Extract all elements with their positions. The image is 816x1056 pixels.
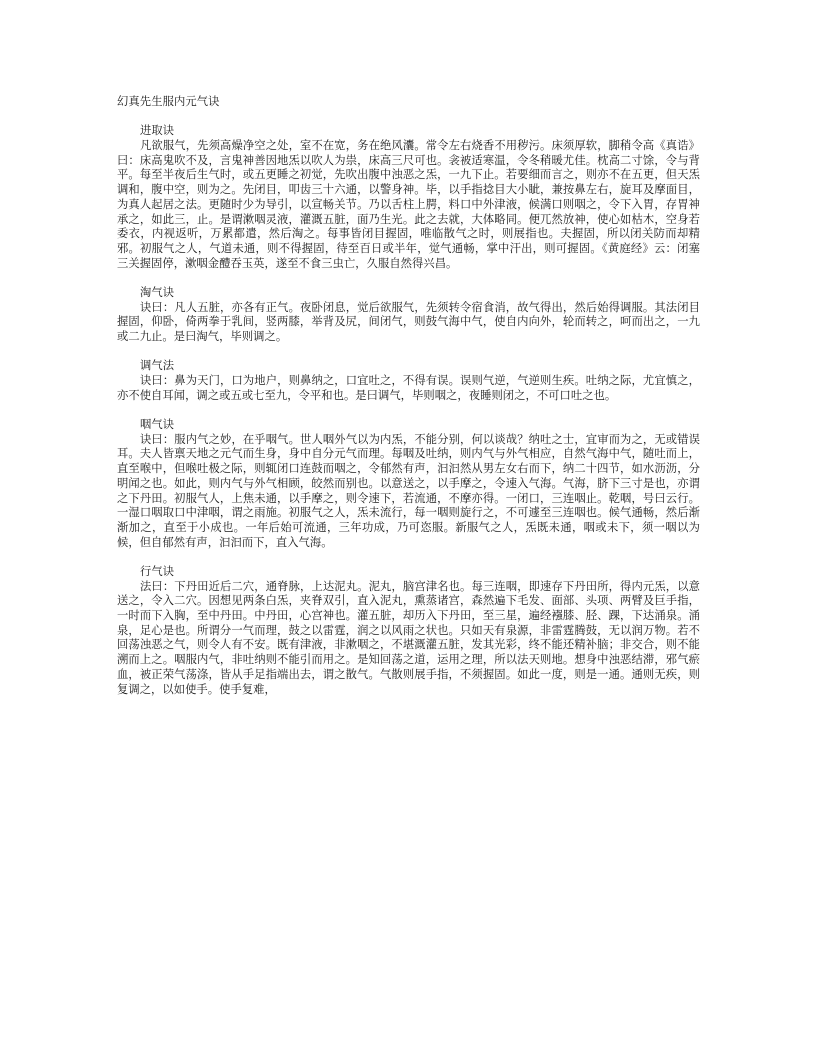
section-heading: 进取诀 bbox=[140, 124, 175, 138]
section-paragraph: 法曰：下丹田近后二穴，通脊脉，上达泥丸。泥丸，脑宫津名也。每三连咽，即速存下丹田所，得内元炁，以意送之，令入二穴。因想见两条白炁，夹脊双引，直入泥丸，熏蒸诸宫，森然遍下毛发、面部、头项、两臂及巨手指，一时而下入胸，至中丹田。中丹田，心宫神也。灌五脏，却历入下丹田，至三星，遍经襁膝、胫、踝，下达涌泉。涌泉，足心是也。所谓分一气而理，鼓之以雷霆，润之以风雨之状也。只如天有泉源，非雷霆腾鼓，无以润万物。若不回荡浊恶之气，则令人有不安。既有津液，非漱咽之，不堪溉灌五脏，发其光彩，终不能还精补脑；非交合，则不能溯而上之。咽服内气，非吐纳则不能引而用之。是知回荡之道，运用之理，所以法天则地。想身中浊恶结滞，邪气瘀血，被正荣气荡涤，皆从手足指端出去，谓之散气。气散则展手指，不须握固。如此一度，则是一通。通则无疾，则复调之，以如使手。使手复难， bbox=[117, 579, 700, 696]
section-heading: 行气诀 bbox=[140, 564, 175, 578]
document-body bbox=[117, 95, 700, 697]
section-taoqijue bbox=[117, 286, 700, 345]
section-paragraph: 诀曰：鼻为天门，口为地户，则鼻纳之，口宜吐之，不得有误。误则气逆，气逆则生疾。吐纳之际，尤宜慎之，亦不使自耳闻，调之或五或七至九，令平和也。是曰调气，毕则咽之，夜睡则闭之，不可口吐之也。 bbox=[117, 374, 700, 402]
section-heading: 调气法 bbox=[140, 359, 175, 373]
section-paragraph: 凡欲服气，先须高燥净空之处，室不在宽，务在绝风灢。常令左右烧香不用秽污。床须厚软，脚稍令高《真诰》曰：床高鬼吹不及，言鬼神善因地炁以吹人为祟，床高三尺可也。衾被适寒温，令冬稍暖尤佳。枕高二寸馀，令与背平。每至半夜后生气时，或五更睡之初觉，先吹出腹中浊恶之炁，一九下止。若要细而言之，则亦不在五更，但天炁调和，腹中空，则为之。先闭目，叩齿三十六通，以警身神。毕，以手指捻目大小眦，兼按鼻左右，旋耳及摩面目，为真人起居之法。更随时少为导引，以宣畅关节。乃以舌柱上腭，料口中外津液，候满口则咽之，令下入胃，存胃神承之，如此三，止。是谓漱咽灵液，灌溉五脏，面乃生光。此之去就，大体略同。便兀然放神，使心如枯木，空身若委衣，内视返听，万累都遣，然后淘之。每事皆闭目握固，唯临散气之时，则展指也。夫握固，所以闭关防而却精邪。初服气之人，气道未通，则不得握固，待至百日或半年，觉气通畅，掌中汗出，则可握固。《黄庭经》云：闭塞三关握固停，漱咽金醴吞玉英，遂至不食三虫亡，久服自然得兴昌。 bbox=[117, 139, 700, 270]
page-title: 幻真先生服内元气诀 bbox=[117, 95, 220, 108]
section-jinqujue bbox=[117, 124, 700, 271]
section-tiaoqifa bbox=[117, 359, 700, 403]
section-xingqijue bbox=[117, 565, 700, 697]
section-heading: 咽气诀 bbox=[140, 418, 175, 432]
title-spacer bbox=[117, 110, 700, 125]
section-paragraph: 诀曰：服内气之妙，在乎咽气。世人咽外气以为内炁，不能分别，何以谈哉？纳吐之士，宜审而为之，无或错误耳。夫人皆禀天地之元气而生身，身中自分元气而理。每咽及吐纳，则内气与外气相应，自然气海中气，随吐而上，直至喉中，但喉吐极之际，则辄闭口连鼓而咽之，令郁然有声，汩汩然从男左女右而下，纳二十四节，如水沥沥，分明闻之也。如此，则内气与外气相顾，皎然而别也。以意送之，以手摩之，令速入气海。气海，脐下三寸是也，亦谓之下丹田。初服气人，上焦未通，以手摩之，则令速下，若流通，不摩亦得。一闭口，三连咽止。乾咽，号曰云行。一湿口咽取口中津咽，谓之雨施。初服气之人，炁未流行，每一咽则旋行之，不可遽至三连咽也。候气通畅，然后渐渐加之，直至于小成也。一年后始可流通，三年功成，乃可恣服。新服气之人，炁既未通，咽或未下，须一咽以为候，但自郁然有声，汩汩而下，直入气海。 bbox=[117, 432, 700, 549]
section-heading: 淘气诀 bbox=[140, 285, 175, 299]
section-paragraph: 诀曰：凡人五脏，亦各有正气。夜卧闭息，觉后欲服气，先须转令宿食消，故气得出，然后始得调服。其法闭目握固，仰卧，倚两拳于乳间，竖两膝，举背及尻，间闭气，则鼓气海中气，使自内向外，轮而转之，呵而出之，一九或二九止。是曰淘气，毕则调之。 bbox=[117, 300, 700, 344]
section-yanqijue bbox=[117, 418, 700, 550]
